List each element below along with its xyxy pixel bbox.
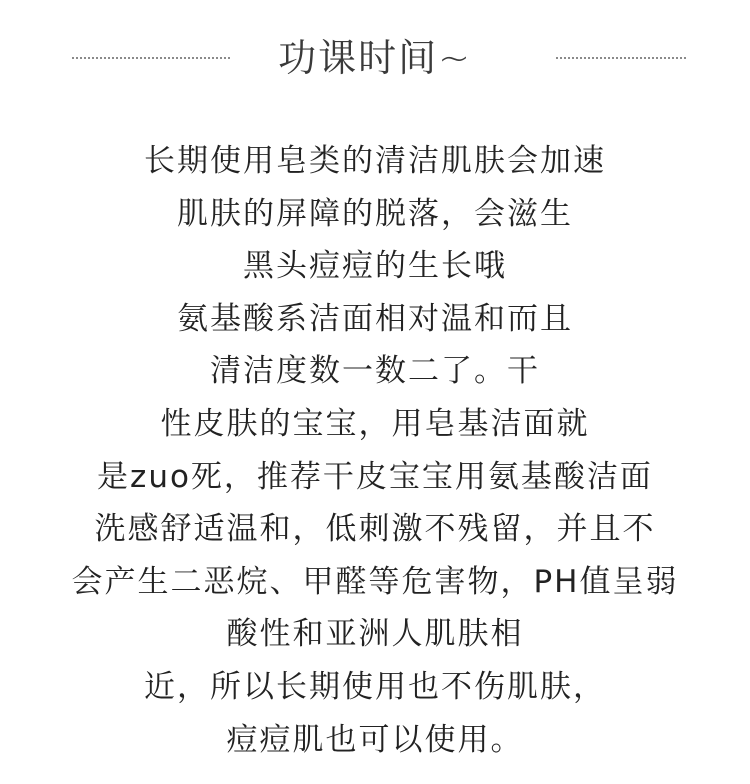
text-line: 痘痘肌也可以使用。 bbox=[226, 721, 524, 758]
text-line: 肌肤的屏障的脱落，会滋生 bbox=[177, 195, 573, 232]
text-line: 会产生二恶烷、甲醛等危害物，PH值呈弱 bbox=[71, 563, 679, 600]
text-line: 清洁度数一数二了。干 bbox=[210, 353, 540, 390]
text-line: 长期使用皂类的清洁肌肤会加速 bbox=[144, 143, 606, 179]
right-dotted-divider bbox=[556, 57, 686, 59]
section-header bbox=[0, 30, 750, 86]
text-line: 近，所以长期使用也不伤肌肤， bbox=[144, 668, 606, 705]
body-paragraph bbox=[0, 135, 750, 766]
text-line: 性皮肤的宝宝，用皂基洁面就 bbox=[160, 405, 590, 442]
text-line: 洗感舒适温和，低刺激不残留，并且不 bbox=[94, 511, 656, 548]
section-title: 功课时间~ bbox=[278, 36, 472, 80]
text-line: 酸性和亚洲人肌肤相 bbox=[226, 616, 524, 653]
text-line: 黑头痘痘的生长哦 bbox=[243, 248, 507, 285]
text-line: 氨基酸系洁面相对温和而且 bbox=[177, 300, 573, 337]
text-line: 是zuo死，推荐干皮宝宝用氨基酸洁面 bbox=[97, 458, 653, 495]
